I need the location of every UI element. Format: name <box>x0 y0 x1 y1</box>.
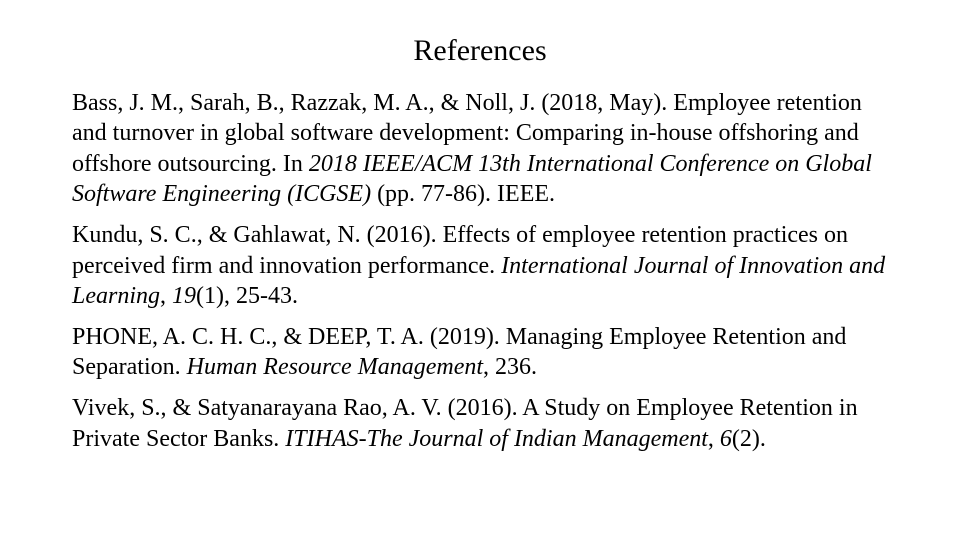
reference-source-title: Human Resource Management <box>186 354 484 381</box>
reference-volume: 6 <box>719 425 732 452</box>
reference-item <box>72 322 892 383</box>
reference-text: Bass, J. M., Sarah, B., Razzak, M. A., & Noll, J. (2018, May). Employee retention and turnover in global software development: Comparing in-house offshoring and offshore outsourcing. In <box>72 90 862 177</box>
reference-item <box>72 88 892 210</box>
reference-text: (2). <box>731 425 766 452</box>
page-title: References <box>413 34 547 67</box>
reference-item <box>72 220 892 311</box>
reference-text: Kundu, S. C., & Gahlawat, N. (2016). Effects of employee retention practices on perceived firm and innovation performance. <box>72 222 849 279</box>
reference-volume: 19 <box>172 282 197 309</box>
reference-text: (1), 25-43. <box>196 282 298 309</box>
reference-source-title: ITIHAS-The Journal of Indian Management <box>285 425 708 452</box>
reference-text: , <box>707 425 720 452</box>
reference-source-title: International Journal of Innovation and Learning <box>72 252 886 309</box>
reference-text: Vivek, S., & Satyanarayana Rao, A. V. (2016). A Study on Employee Retention in Private Sector Banks. <box>72 395 858 452</box>
reference-text: PHONE, A. C. H. C., & DEEP, T. A. (2019). Managing Employee Retention and Separation. <box>72 323 847 381</box>
reference-item <box>72 393 892 454</box>
reference-text: (pp. 77-86). IEEE. <box>371 181 556 208</box>
reference-list <box>72 88 892 464</box>
reference-text: , <box>160 282 173 309</box>
reference-source-title: 2018 IEEE/ACM 13th International Conference on Global Software Engineering (ICGSE) <box>72 150 872 208</box>
reference-text: , 236. <box>483 354 538 381</box>
